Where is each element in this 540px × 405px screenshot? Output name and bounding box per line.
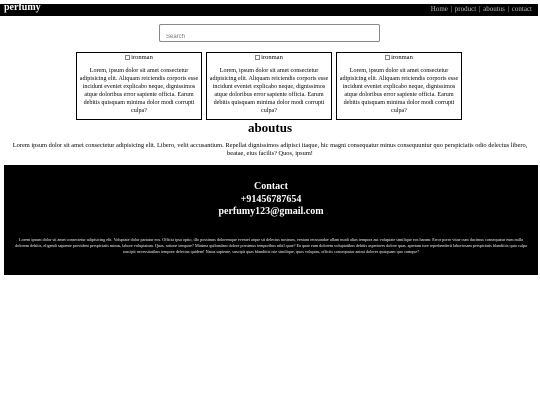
broken-image-icon xyxy=(385,55,390,60)
search-box xyxy=(159,24,380,42)
brand-logo[interactable]: perfumy xyxy=(4,2,41,13)
aboutus-text: Lorem ipsum dolor sit amet consectetur adipisicing elit. Libero, velit accusantium. Repellat dignissimos adipisci itaque, hic magni consequatur minus consequuntur quo perspiciatis odio delectus libero, beatae, eius facilis? Quos, ipsum! xyxy=(12,142,528,157)
product-description: Lorem, ipsum dolor sit amet consectetur adipisicing elit. Aliquam reiciendis corporis esse incidunt eveniet explicabo neque, dignissimos atque doloribus error sapiente officia. Earum debitis quisquam minima dolor modi corrupti culpa? xyxy=(209,68,329,114)
product-description: Lorem, ipsum dolor sit amet consectetur adipisicing elit. Aliquam reiciendis corporis esse incidunt eveniet explicabo neque, dignissimos atque doloribus error sapiente officia. Earum debitis quisquam minima dolor modi corrupti culpa? xyxy=(79,68,199,114)
nav-separator: | xyxy=(450,5,453,13)
contact-phone: +91456787654 xyxy=(240,193,302,205)
contact-footer xyxy=(4,165,538,275)
nav-link-product[interactable]: product xyxy=(454,5,477,13)
broken-image-icon xyxy=(255,55,260,60)
product-image-alt: ironman xyxy=(261,54,283,61)
footer-text: Lorem ipsum dolor sit amet consectetur adipisicing elit. Voluptate dolor pariatur eos. Officia ipsa optio, illo possimus doloremque eveniet atque sit delectus nostrum, veniam recusandae ullam modi alias tempora aut voluptate similique eos harum. Error porro vitae cum ducimus consequatur eum nulla dolorem debitis, eligendi sapiente provident perspiciatis minus, labore voluptatum. Quas, ratione tempore? Minima quibusdam dolore possimus temporibus nihil quae? Ea quae eum dolorem voluptatibus debitis asperiores dolore quas, aperiam iure reprehenderit laboriosam perspiciatis blanditiis quia culpa suscipit necessitatibus tempore delectus quidem! Natus sapiente, suscipit quas blanditiis iste similique, quos voluptas, officiis consequatur animi dolores quisquam quo cumque? xyxy=(15,237,527,254)
product-image xyxy=(207,54,331,61)
contact-email: perfumy123@gmail.com xyxy=(218,206,324,217)
top-navbar xyxy=(0,4,538,16)
product-image-alt: ironman xyxy=(131,54,153,61)
aboutus-heading: aboutus xyxy=(247,120,293,135)
nav-separator: | xyxy=(478,5,481,13)
product-description: Lorem, ipsum dolor sit amet consectetur adipisicing elit. Aliquam reiciendis corporis esse incidunt eveniet explicabo neque, dignissimos atque doloribus error sapiente officia. Earum debitis quisquam minima dolor modi corrupti culpa? xyxy=(339,68,459,114)
search-input[interactable] xyxy=(160,29,379,45)
nav-link-home[interactable]: Home xyxy=(430,5,448,13)
product-image xyxy=(337,54,461,61)
product-card xyxy=(206,52,332,120)
nav-link-aboutus[interactable]: aboutus xyxy=(483,5,505,13)
product-image xyxy=(77,54,201,61)
contact-block xyxy=(4,181,538,219)
nav-separator: | xyxy=(507,5,510,13)
product-card xyxy=(336,52,462,120)
broken-image-icon xyxy=(125,55,130,60)
nav-links xyxy=(431,5,532,13)
nav-link-contact[interactable]: contact xyxy=(511,5,532,13)
product-card xyxy=(76,52,202,120)
product-image-alt: ironman xyxy=(391,54,413,61)
contact-heading: Contact xyxy=(254,181,288,192)
